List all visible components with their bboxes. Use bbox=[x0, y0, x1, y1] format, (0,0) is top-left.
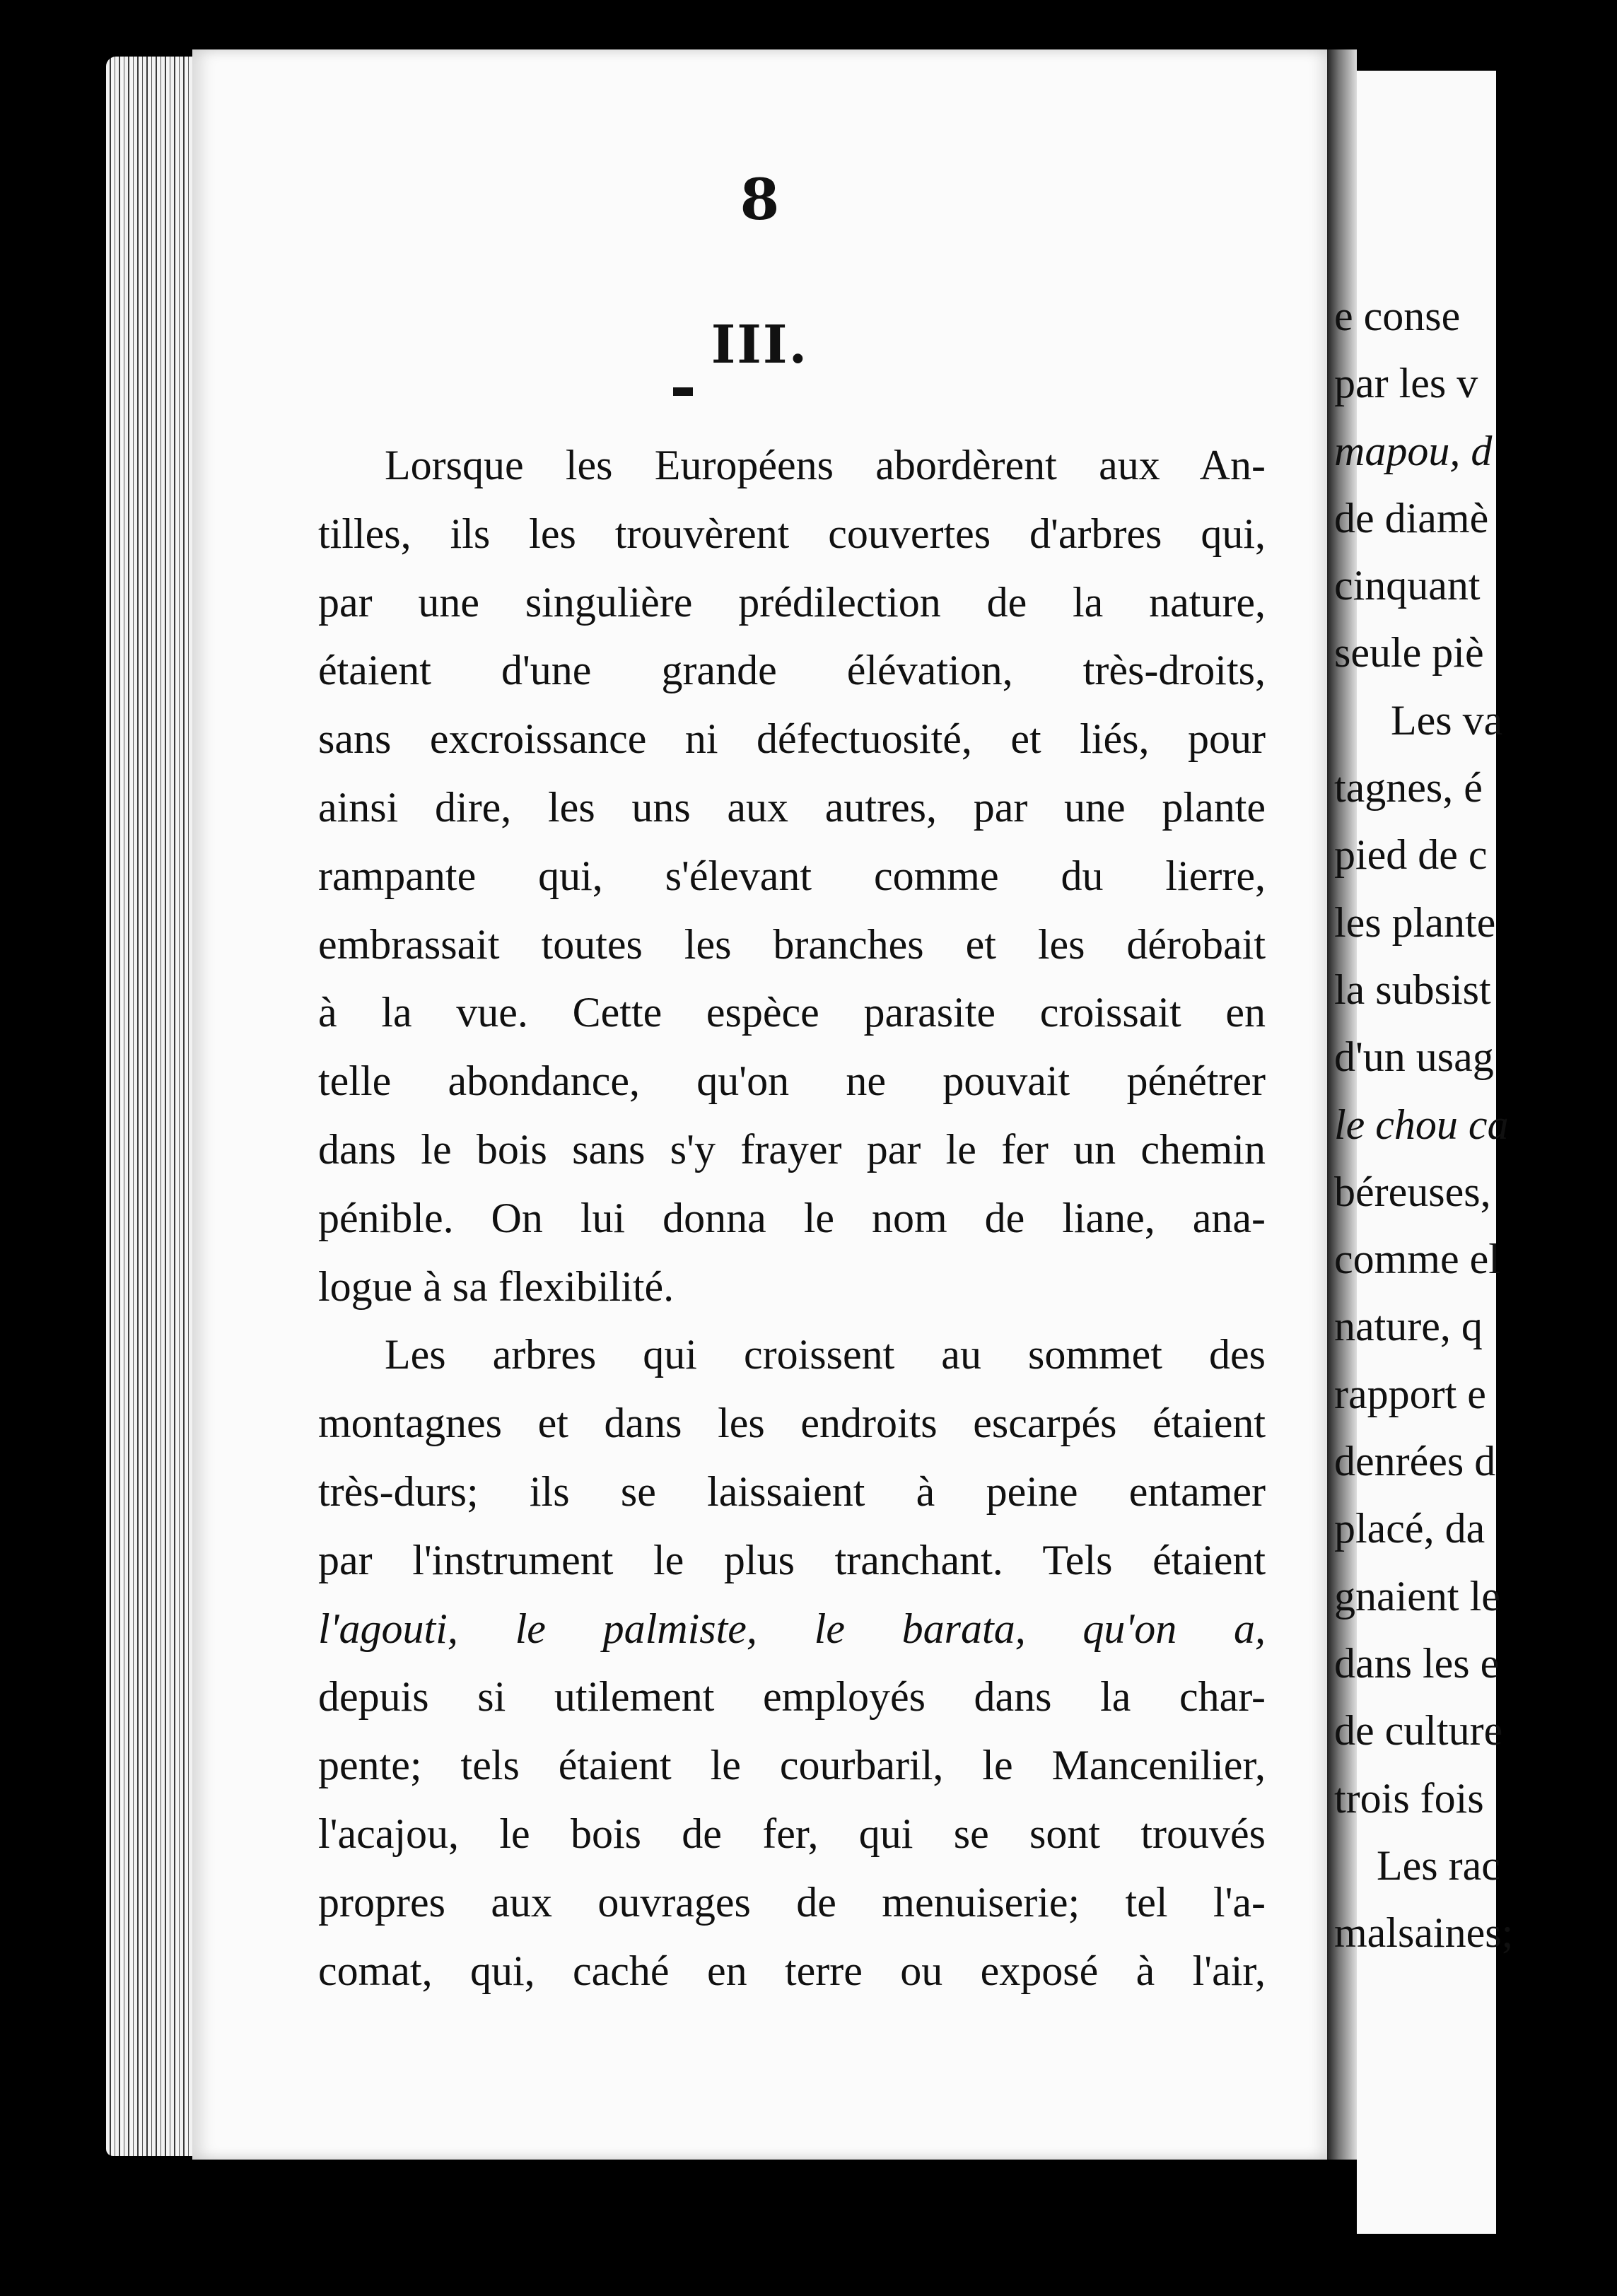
right-page-text bbox=[1334, 283, 1617, 1967]
text-line: Les va bbox=[1391, 696, 1503, 744]
text-line: mapou, d bbox=[1334, 427, 1493, 474]
text-line: Les arbres qui croissent au sommet des bbox=[385, 1331, 1266, 1378]
page-number: 8 bbox=[740, 166, 780, 233]
text-line: comme el bbox=[1334, 1236, 1500, 1283]
text-line: denrées d bbox=[1334, 1438, 1496, 1485]
text-line: cinquant bbox=[1334, 562, 1481, 609]
text-line: telle abondance, qu'on ne pouvait pénétrer bbox=[318, 1058, 1266, 1105]
text-line: les plante bbox=[1334, 898, 1496, 946]
text-line: pente; tels étaient le courbaril, le Mancenilier, bbox=[318, 1742, 1266, 1789]
book-page-right-partial bbox=[1334, 71, 1514, 2234]
text-line: placé, da bbox=[1334, 1505, 1485, 1552]
text-line: pied de c bbox=[1334, 831, 1488, 879]
text-line: sans excroissance ni défectuosité, et liés, pour bbox=[318, 715, 1266, 763]
text-line: montagnes et dans les endroits escarpés étaient bbox=[318, 1400, 1266, 1447]
text-line: béreuses, bbox=[1334, 1168, 1491, 1215]
text-line: par une singulière prédilection de la nature, bbox=[318, 578, 1266, 626]
text-line: trois fois bbox=[1334, 1774, 1484, 1822]
text-line: Les rac bbox=[1377, 1841, 1500, 1889]
text-line: l'acajou, le bois de fer, qui se sont trouvés bbox=[318, 1810, 1266, 1857]
text-line: l'agouti, le palmiste, le barata, qu'on a, bbox=[318, 1605, 1266, 1652]
text-line: Lorsque les Européens abordèrent aux An- bbox=[385, 442, 1266, 488]
text-line: embrassait toutes les branches et les dérobait bbox=[318, 920, 1266, 968]
text-line: le chou ca bbox=[1334, 1101, 1509, 1148]
text-line: d'un usag bbox=[1334, 1033, 1494, 1081]
text-line: très-durs; ils se laissaient à peine entamer bbox=[318, 1468, 1266, 1515]
text-line: de diamè bbox=[1334, 494, 1489, 541]
text-line: à la vue. Cette espèce parasite croissait en bbox=[318, 989, 1266, 1036]
text-line: gnaient le bbox=[1334, 1572, 1500, 1620]
text-line: rampante qui, s'élevant comme du lierre, bbox=[318, 852, 1266, 899]
text-line: nature, q bbox=[1334, 1303, 1483, 1350]
section-heading: III. bbox=[711, 315, 809, 375]
text-line: étaient d'une grande élévation, très-droits, bbox=[318, 647, 1266, 694]
body-text bbox=[318, 431, 1266, 2005]
text-line: par l'instrument le plus tranchant. Tels étaient bbox=[318, 1536, 1266, 1583]
text-line: par les v bbox=[1334, 360, 1478, 407]
text-line: e conse bbox=[1334, 293, 1461, 339]
text-line: la subsist bbox=[1334, 966, 1491, 1013]
text-line: logue à sa flexibilité. bbox=[318, 1263, 675, 1310]
text-line: tagnes, é bbox=[1334, 764, 1483, 812]
text-line: malsaines; bbox=[1334, 1909, 1514, 1957]
text-line: dans les e bbox=[1334, 1639, 1500, 1687]
text-line: depuis si utilement employés dans la char- bbox=[318, 1673, 1266, 1721]
text-line: comat, qui, caché en terre ou exposé à l'air, bbox=[318, 1947, 1266, 1994]
text-line: de culture bbox=[1334, 1707, 1503, 1755]
text-line: propres aux ouvrages de menuiserie; tel l'a- bbox=[318, 1878, 1266, 1926]
ink-mark bbox=[673, 387, 693, 396]
text-line: seule piè bbox=[1334, 629, 1484, 676]
text-line: tilles, ils les trouvèrent couvertes d'arbres qui, bbox=[318, 510, 1266, 557]
text-line: dans le bois sans s'y frayer par le fer un chemin bbox=[318, 1125, 1266, 1173]
text-line: pénible. On lui donna le nom de liane, ana- bbox=[318, 1194, 1266, 1241]
text-line: rapport e bbox=[1334, 1370, 1486, 1417]
page-stack-edges bbox=[106, 57, 205, 2156]
book-page-left bbox=[192, 49, 1327, 2160]
text-line: ainsi dire, les uns aux autres, par une plante bbox=[318, 783, 1266, 831]
